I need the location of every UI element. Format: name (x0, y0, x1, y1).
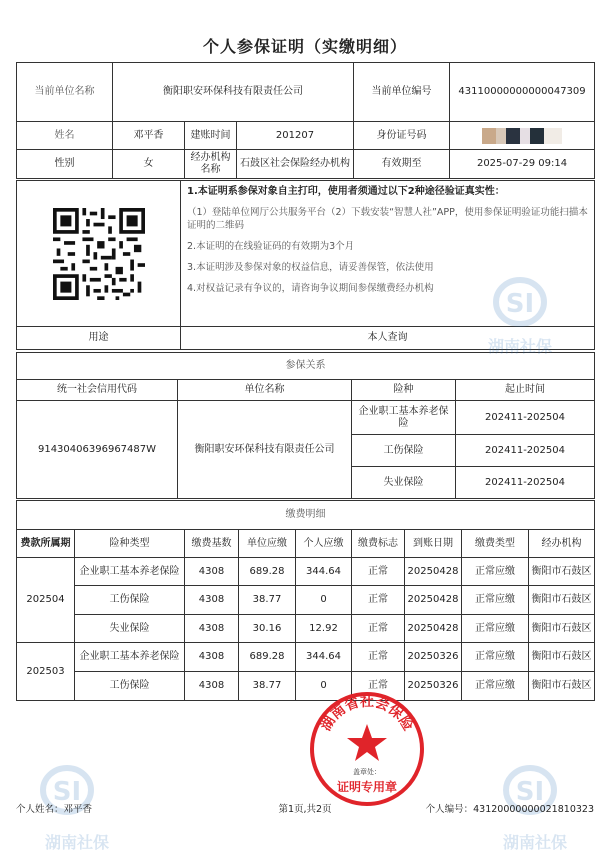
pay-flag: 正常 (352, 615, 405, 643)
notice-item-4: 4.对权益记录有争议的，请咨询争议期间参保缴费经办机构 (187, 283, 434, 294)
pay-type: 企业职工基本养老保险 (75, 643, 185, 672)
svg-text:SI: SI (505, 289, 535, 319)
notice-heading: 1.本证明系参保对象自主打印，使用者须通过以下2种途径验证真实性： (187, 186, 505, 197)
relation-type-3: 失业保险 (352, 467, 456, 499)
pay-agency: 衡阳市石鼓区 (529, 672, 595, 701)
watermark-text: 湖南社保 (44, 833, 110, 852)
col-unit-name: 单位名称 (178, 380, 352, 401)
payment-detail-table (16, 500, 595, 701)
gender-label: 性别 (17, 150, 113, 179)
pay-personal: 344.64 (296, 643, 352, 672)
pay-date: 20250326 (405, 643, 462, 672)
relation-period-3: 202411-202504 (456, 467, 595, 499)
pay-kind: 正常应缴 (462, 615, 529, 643)
watermark-text: 湖南社保 (487, 337, 553, 356)
qr-code-icon[interactable] (47, 208, 151, 300)
name-value: 邓平香 (113, 122, 185, 150)
relation-type-2: 工伤保险 (352, 435, 456, 467)
relation-unit-name: 衡阳职安环保科技有限责任公司 (178, 401, 352, 499)
unit-no-value: 43110000000000047309 (450, 63, 595, 122)
redacted-id-image (482, 128, 562, 144)
col-pay-agency: 经办机构 (529, 530, 595, 558)
svg-text:SI: SI (52, 777, 82, 807)
pay-type: 工伤保险 (75, 586, 185, 615)
pay-period-cell: 202503 (17, 643, 75, 701)
header-table (16, 62, 595, 179)
table-row (17, 558, 595, 586)
col-credit-code: 统一社会信用代码 (17, 380, 178, 401)
pay-type: 工伤保险 (75, 672, 185, 701)
pay-type: 失业保险 (75, 615, 185, 643)
unit-name-value: 衡阳职安环保科技有限责任公司 (113, 63, 354, 122)
pay-unit: 689.28 (239, 643, 296, 672)
unit-no-label: 当前单位编号 (354, 63, 450, 122)
pay-base: 4308 (185, 672, 239, 701)
account-time-value: 201207 (237, 122, 354, 150)
notice-item-1: （1）登陆单位网厅公共服务平台（2）下载安装“智慧人社”APP，使用参保证明验证功能扫描本证明的二维码 (187, 207, 588, 231)
pay-agency: 衡阳市石鼓区 (529, 643, 595, 672)
pay-base: 4308 (185, 586, 239, 615)
table-row (17, 586, 595, 615)
official-seal-icon (308, 690, 426, 808)
insurance-relation-table (16, 352, 595, 499)
id-label: 身份证号码 (354, 122, 450, 150)
pay-kind: 正常应缴 (462, 672, 529, 701)
footer-person-name: 个人姓名：邓平香 (16, 804, 93, 815)
col-pay-base: 缴费基数 (185, 530, 239, 558)
col-insurance-type: 险种 (352, 380, 456, 401)
pay-date: 20250326 (405, 672, 462, 701)
notice-item-2: 2.本证明的在线验证码的有效期为3个月 (187, 241, 355, 252)
pay-unit: 30.16 (239, 615, 296, 643)
pay-flag: 正常 (352, 558, 405, 586)
col-pay-type: 险种类型 (75, 530, 185, 558)
qr-cell (17, 181, 181, 327)
pay-date: 20250428 (405, 558, 462, 586)
pay-unit: 38.77 (239, 672, 296, 701)
insurance-relation-title: 参保关系 (17, 353, 595, 380)
table-row (17, 643, 595, 672)
notice-item-3: 3.本证明涉及参保对象的权益信息，请妥善保管，依法使用 (187, 262, 434, 273)
pay-unit: 689.28 (239, 558, 296, 586)
pay-kind: 正常应缴 (462, 643, 529, 672)
relation-type-1: 企业职工基本养老保险 (352, 401, 456, 435)
name-label: 姓名 (17, 122, 113, 150)
table-row (17, 672, 595, 701)
pay-base: 4308 (185, 558, 239, 586)
pay-date: 20250428 (405, 615, 462, 643)
pay-date: 20250428 (405, 586, 462, 615)
pay-agency: 衡阳市石鼓区 (529, 558, 595, 586)
col-pay-personal: 个人应缴 (296, 530, 352, 558)
pay-type: 企业职工基本养老保险 (75, 558, 185, 586)
pay-agency: 衡阳市石鼓区 (529, 615, 595, 643)
watermark-logo-icon (455, 270, 585, 360)
payment-detail-title: 缴费明细 (17, 501, 595, 530)
gender-value: 女 (113, 150, 185, 179)
agency-value: 石鼓区社会保险经办机构 (237, 150, 354, 179)
pay-unit: 38.77 (239, 586, 296, 615)
pay-flag: 正常 (352, 586, 405, 615)
relation-period-2: 202411-202504 (456, 435, 595, 467)
col-pay-kind: 缴费类型 (462, 530, 529, 558)
valid-value: 2025-07-29 09:14 (450, 150, 595, 179)
pay-agency: 衡阳市石鼓区 (529, 586, 595, 615)
purpose-value: 本人查询 (181, 327, 595, 350)
footer-page-number: 第1页,共2页 (278, 804, 332, 815)
purpose-label: 用途 (17, 327, 181, 350)
watermark-text: 湖南社保 (502, 833, 568, 852)
pay-kind: 正常应缴 (462, 586, 529, 615)
svg-text:SI: SI (515, 777, 545, 807)
pay-personal: 344.64 (296, 558, 352, 586)
pay-period-cell: 202504 (17, 558, 75, 643)
col-pay-flag: 缴费标志 (352, 530, 405, 558)
seal-bottom-text: 证明专用章 (336, 780, 398, 794)
seal-note: 盖章处： (353, 768, 381, 776)
pay-personal: 0 (296, 672, 352, 701)
table-row (17, 615, 595, 643)
relation-period-1: 202411-202504 (456, 401, 595, 435)
col-pay-period: 费款所属期 (17, 530, 75, 558)
seal-arc-text: 湖南省社会保险 (318, 694, 416, 734)
col-pay-unit: 单位应缴 (239, 530, 296, 558)
account-time-label: 建账时间 (185, 122, 237, 150)
pay-flag: 正常 (352, 672, 405, 701)
valid-label: 有效期至 (354, 150, 450, 179)
unit-name-label: 当前单位名称 (17, 63, 113, 122)
pay-kind: 正常应缴 (462, 558, 529, 586)
pay-base: 4308 (185, 615, 239, 643)
footer-person-no: 个人编号：43120000000021810323 (425, 804, 594, 815)
page-title: 个人参保证明（实缴明细） (202, 37, 407, 56)
col-period: 起止时间 (456, 380, 595, 401)
pay-base: 4308 (185, 643, 239, 672)
id-value (450, 122, 595, 150)
col-pay-date: 到账日期 (405, 530, 462, 558)
pay-personal: 12.92 (296, 615, 352, 643)
pay-personal: 0 (296, 586, 352, 615)
credit-code-value: 91430406396967487W (17, 401, 178, 499)
agency-label: 经办机构名称 (185, 150, 237, 179)
pay-flag: 正常 (352, 643, 405, 672)
